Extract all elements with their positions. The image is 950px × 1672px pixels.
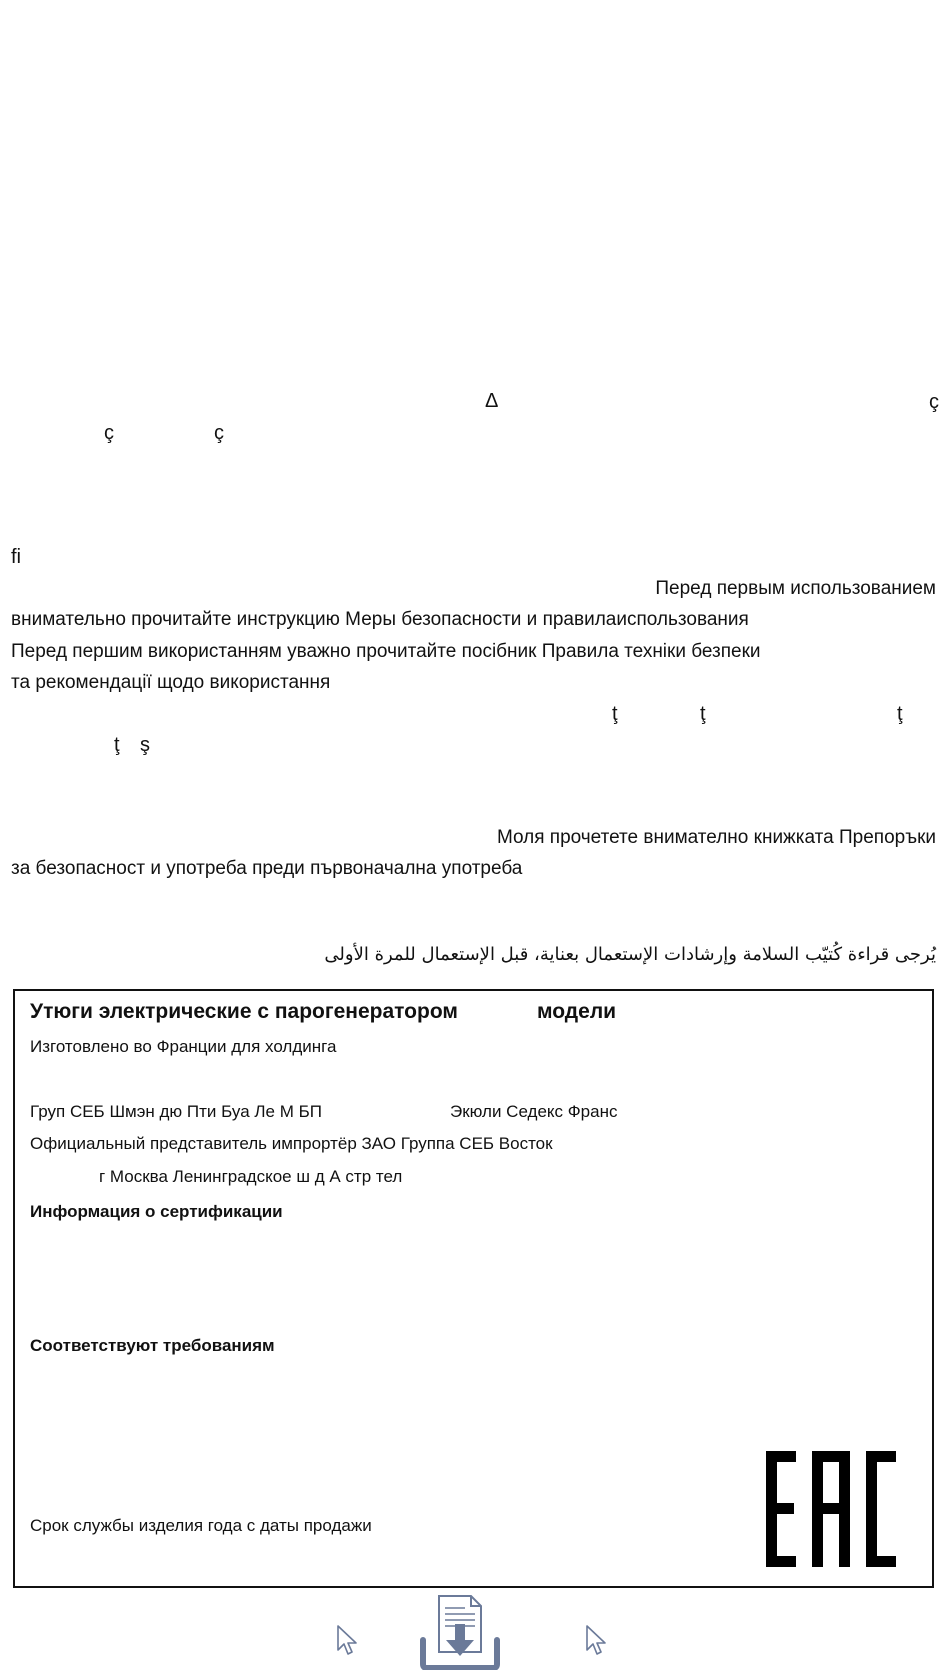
stray-glyph-t-cedilla: ţ <box>700 703 706 725</box>
compliance-heading: Соответствуют требованиям <box>30 1336 275 1355</box>
stray-glyph-t-cedilla: ţ <box>612 703 618 725</box>
made-in-text: Изготовлено во Франции для холдинга <box>30 1037 337 1056</box>
stray-glyph-delta: Δ <box>485 390 499 412</box>
bulgarian-text-line-2: за безопасност и употреба преди първоначална употреба <box>11 858 523 879</box>
service-life-text: Срок службы изделия года с даты продажи <box>30 1516 372 1535</box>
mouse-pointer-icon <box>336 1624 358 1656</box>
stray-glyph-c-cedilla: ç <box>929 391 939 413</box>
manufacturer-address-city: Экюли Седекс Франс <box>450 1102 618 1121</box>
stray-glyph-t-cedilla: ţ <box>897 703 903 725</box>
russian-text-line-2: внимательно прочитайте инструкцию Меры безопасности и правилаиспользования <box>11 609 749 630</box>
representative-text: Официальный представитель импрортёр ЗАО Группа СЕБ Восток <box>30 1134 553 1153</box>
bulgarian-text-line-1: Моля прочетете внимателно книжката Препоръки <box>496 827 936 848</box>
certification-heading: Информация о сертификации <box>30 1202 283 1221</box>
eac-mark <box>766 1451 896 1567</box>
download-document-icon[interactable] <box>419 1594 501 1670</box>
stray-glyph-fi: ﬁ <box>11 546 21 568</box>
download-area <box>0 1590 950 1672</box>
stray-glyph-s-cedilla: ş <box>140 734 150 756</box>
stray-glyph-t-cedilla: ţ <box>114 734 120 756</box>
mouse-pointer-icon <box>585 1624 607 1656</box>
ukrainian-text-line-1: Перед першим використанням уважно прочитайте посібник Правила техніки безпеки <box>11 641 761 662</box>
arabic-text-line: يُرجى قراءة كُتيّب السلامة وإرشادات الإستعمال بعناية، قبل الإستعمال للمرة الأولى <box>324 944 936 965</box>
russian-text-line-1: Перед первым использованием <box>655 578 936 599</box>
ukrainian-text-line-2: та рекомендації щодо використання <box>11 672 331 693</box>
product-info-box <box>13 989 934 1588</box>
stray-glyph-c-cedilla: ç <box>214 422 224 444</box>
moscow-address: г Москва Ленинградское ш д А стр тел <box>99 1167 403 1186</box>
product-title: Утюги электрические с парогенератором <box>30 1000 458 1023</box>
stray-glyph-c-cedilla: ç <box>104 422 114 444</box>
product-title-models: модели <box>537 1000 617 1023</box>
manufacturer-address: Груп СЕБ Шмэн дю Пти Буа Ле М БП <box>30 1102 322 1121</box>
